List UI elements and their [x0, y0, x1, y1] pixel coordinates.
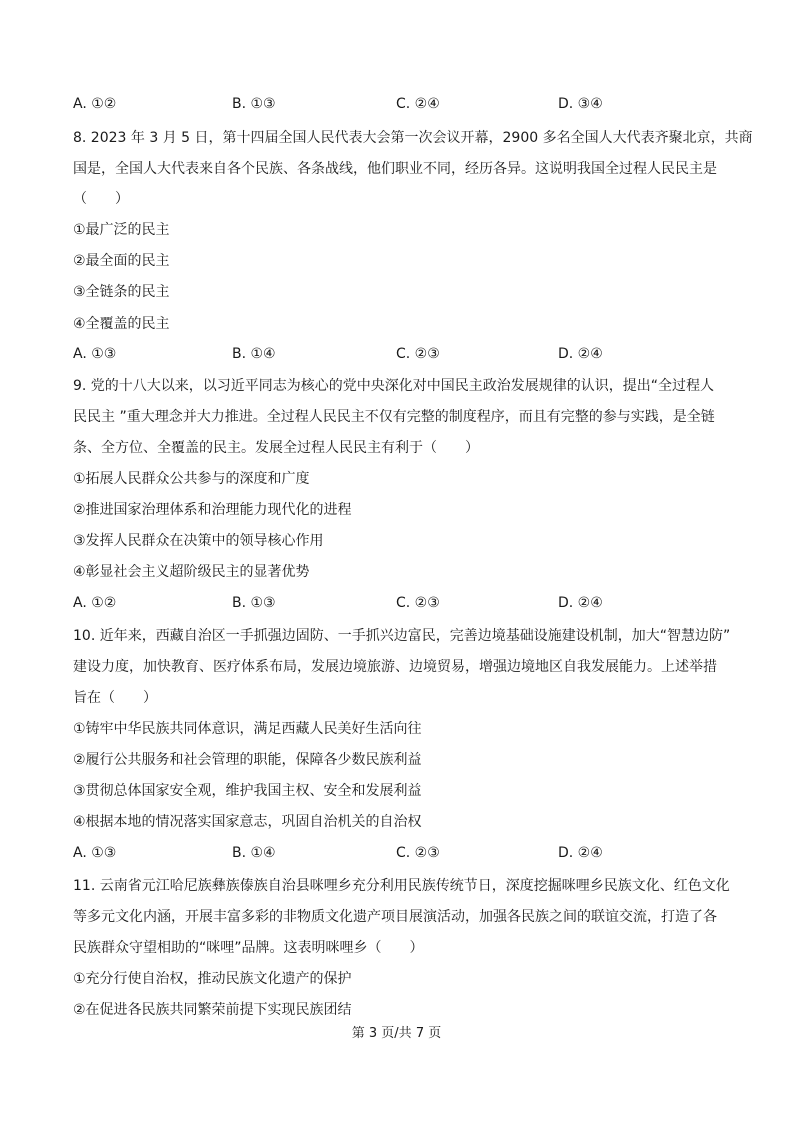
q8-stem-line: 8. 2023 年 3 月 5 日，第十四届全国人民代表大会第一次会议开幕，2900 多名全国人大代表齐聚北京，共商: [73, 130, 753, 146]
q10-item: ④根据本地的情况落实国家意志，巩固自治机关的自治权: [73, 814, 422, 830]
q10-item: ①铸牢中华民族共同体意识，满足西藏人民美好生活向往: [73, 721, 422, 737]
q9-option-b[interactable]: B. ①③: [232, 595, 276, 611]
q8-item: ④全覆盖的民主: [73, 316, 170, 332]
q9-stem-line: 民民主 ”重大理念并大力推进。全过程人民民主不仅有完整的制度程序，而且有完整的参与实践，是全链: [73, 409, 715, 425]
q7-option-c[interactable]: C. ②④: [396, 96, 440, 112]
q7-option-a[interactable]: A. ①②: [73, 96, 117, 112]
q8-item: ①最广泛的民主: [73, 222, 170, 238]
q8-options: [73, 344, 733, 364]
q9-stem-line: 9. 党的十八大以来，以习近平同志为核心的党中央深化对中国民主政治发展规律的认识，提出“全过程人: [73, 378, 715, 394]
q9-option-d[interactable]: D. ②④: [558, 595, 603, 611]
q10-option-b[interactable]: B. ①④: [232, 845, 276, 861]
q8-option-b[interactable]: B. ①④: [232, 346, 276, 362]
q10-item: ③贯彻总体国家安全观，维护我国主权、安全和发展利益: [73, 783, 422, 799]
q10-stem-line: 建设力度，加快教育、医疗体系布局，发展边境旅游、边境贸易，增强边境地区自我发展能力。上述举措: [73, 659, 717, 675]
q9-item: ①拓展人民群众公共参与的深度和广度: [73, 471, 310, 487]
q10-item: ②履行公共服务和社会管理的职能，保障各少数民族利益: [73, 752, 422, 768]
q11-stem-line: 11. 云南省元江哈尼族彝族傣族自治县咪哩乡充分利用民族传统节日，深度挖掘咪哩乡民族文化、红色文化: [73, 878, 730, 894]
q9-option-a[interactable]: A. ①②: [73, 595, 117, 611]
q10-option-c[interactable]: C. ②③: [396, 845, 440, 861]
q10-option-a[interactable]: A. ①③: [73, 845, 117, 861]
q8-stem-line: （ ）: [73, 191, 129, 207]
q11-item: ②在促进各民族共同繁荣前提下实现民族团结: [73, 1002, 352, 1018]
q8-item: ②最全面的民主: [73, 253, 170, 269]
q7-options: [73, 94, 733, 114]
q9-item: ④彰显社会主义超阶级民主的显著优势: [73, 564, 310, 580]
q9-options: [73, 593, 733, 613]
q9-option-c[interactable]: C. ②③: [396, 595, 440, 611]
q10-options: [73, 843, 733, 863]
q7-option-d[interactable]: D. ③④: [558, 96, 603, 112]
q8-option-c[interactable]: C. ②③: [396, 346, 440, 362]
q8-option-a[interactable]: A. ①③: [73, 346, 117, 362]
q7-option-b[interactable]: B. ①③: [232, 96, 276, 112]
page-number-footer: 第 3 页/共 7 页: [351, 1026, 442, 1041]
q11-stem-line: 民族群众守望相助的“咪哩”品牌。这表明咪哩乡（ ）: [73, 940, 424, 956]
q8-option-d[interactable]: D. ②④: [558, 346, 603, 362]
q11-item: ①充分行使自治权，推动民族文化遗产的保护: [73, 971, 352, 987]
q11-stem-line: 等多元文化内涵，开展丰富多彩的非物质文化遗产项目展演活动，加强各民族之间的联谊交流，打造了各: [73, 909, 717, 925]
q9-item: ③发挥人民群众在决策中的领导核心作用: [73, 533, 324, 549]
q10-option-d[interactable]: D. ②④: [558, 845, 603, 861]
q8-item: ③全链条的民主: [73, 284, 170, 300]
q10-stem-line: 旨在（ ）: [73, 690, 157, 706]
q9-stem-line: 条、全方位、全覆盖的民主。发展全过程人民民主有利于（ ）: [73, 440, 479, 456]
q8-stem-line: 国是，全国人大代表来自各个民族、各条战线，他们职业不同，经历各异。这说明我国全过程人民民主是: [73, 161, 717, 177]
q10-stem-line: 10. 近年来，西藏自治区一手抓强边固防、一手抓兴边富民，完善边境基础设施建设机制，加大“智慧边防”: [73, 628, 731, 644]
q9-item: ②推进国家治理体系和治理能力现代化的进程: [73, 502, 352, 518]
